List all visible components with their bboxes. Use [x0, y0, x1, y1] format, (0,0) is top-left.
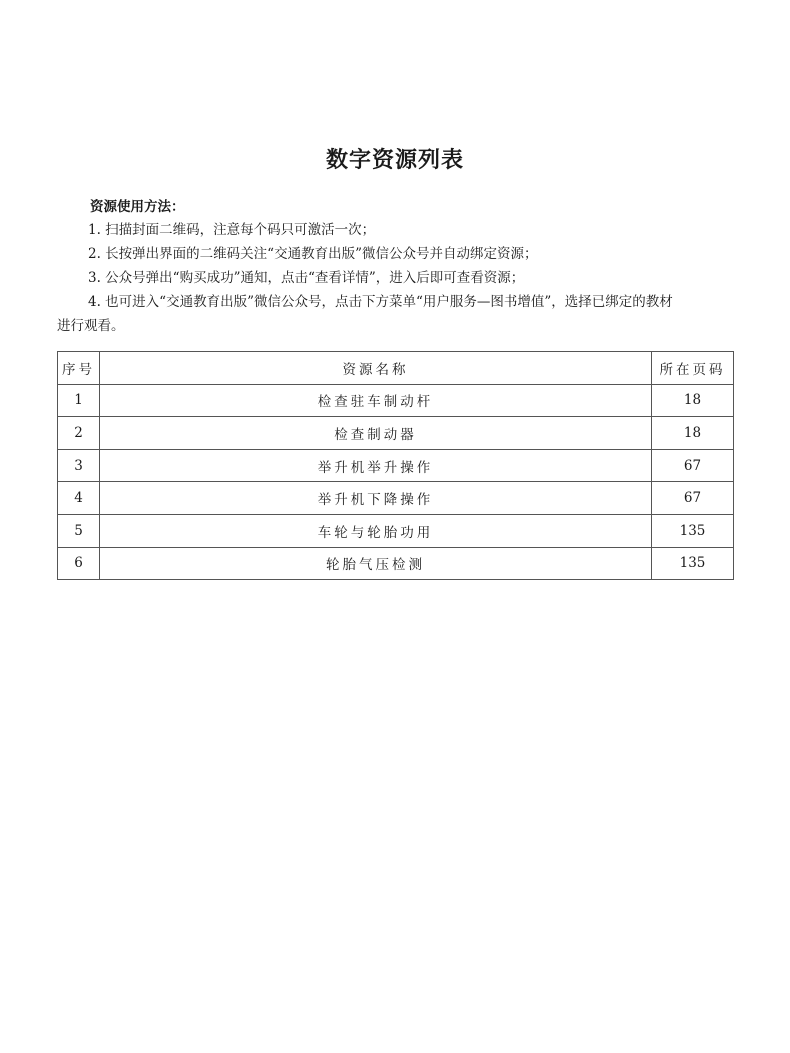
row-index: 1	[58, 384, 100, 417]
table-row	[58, 449, 734, 482]
row-index: 3	[58, 449, 100, 482]
row-page: 18	[652, 417, 734, 450]
instruction-continuation: 进行观看。	[57, 318, 125, 334]
row-index: 5	[58, 514, 100, 547]
table-row	[58, 417, 734, 450]
header-name: 资源名称	[100, 352, 652, 385]
table-row	[58, 384, 734, 417]
row-page: 135	[652, 514, 734, 547]
row-index: 2	[58, 417, 100, 450]
table-row	[58, 514, 734, 547]
header-index: 序号	[58, 352, 100, 385]
row-page: 67	[652, 449, 734, 482]
row-name: 举升机举升操作	[100, 449, 652, 482]
table-header-row	[58, 352, 734, 385]
row-name: 检查驻车制动杆	[100, 384, 652, 417]
page-title: 数字资源列表	[325, 148, 464, 173]
row-name: 轮胎气压检测	[100, 547, 652, 580]
instruction-step: 4. 也可进入“交通教育出版”微信公众号，点击下方菜单“用户服务—图书增值”，选择已绑定的教材	[88, 294, 673, 310]
instructions-heading: 资源使用方法：	[90, 199, 185, 215]
header-page: 所在页码	[652, 352, 734, 385]
row-page: 18	[652, 384, 734, 417]
table-row	[58, 482, 734, 515]
resource-table	[57, 351, 734, 580]
instruction-step: 3. 公众号弹出“购买成功”通知，点击“查看详情”，进入后即可查看资源；	[88, 270, 525, 286]
row-name: 举升机下降操作	[100, 482, 652, 515]
row-name: 检查制动器	[100, 417, 652, 450]
row-name: 车轮与轮胎功用	[100, 514, 652, 547]
instruction-step: 2. 长按弹出界面的二维码关注“交通教育出版”微信公众号并自动绑定资源；	[88, 246, 538, 262]
row-index: 6	[58, 547, 100, 580]
table-row	[58, 547, 734, 580]
instruction-step: 1. 扫描封面二维码，注意每个码只可激活一次；	[88, 222, 376, 238]
row-page: 67	[652, 482, 734, 515]
row-page: 135	[652, 547, 734, 580]
row-index: 4	[58, 482, 100, 515]
